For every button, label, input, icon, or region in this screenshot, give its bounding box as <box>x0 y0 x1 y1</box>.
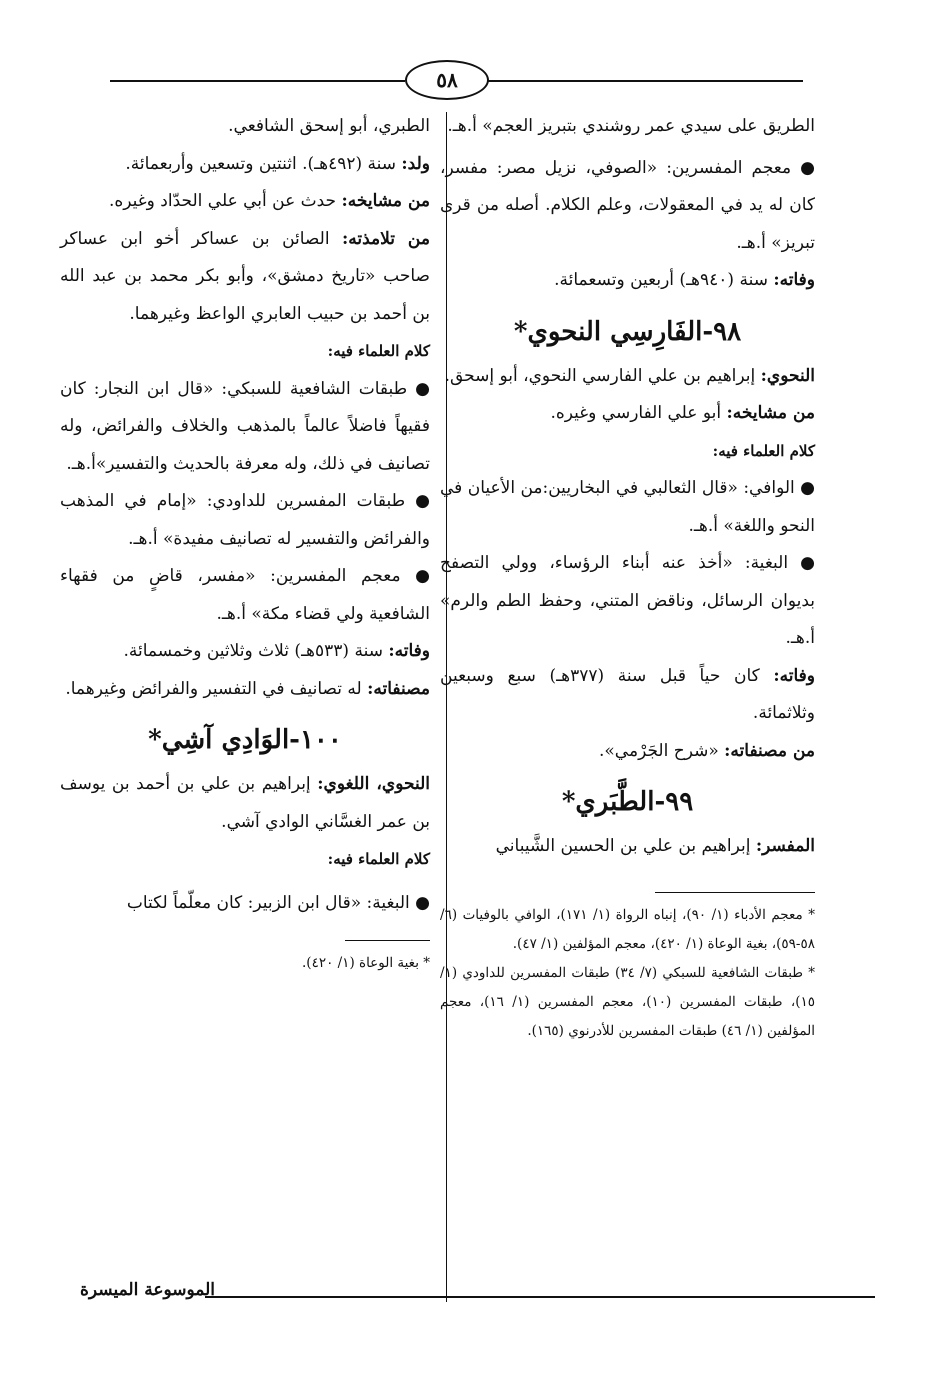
right-column <box>440 108 815 1046</box>
paragraph <box>60 221 430 334</box>
paragraph: الطبري، أبو إسحق الشافعي. <box>228 116 430 136</box>
label: النحوي: <box>760 365 815 386</box>
footer-rule <box>205 1296 875 1298</box>
paragraph: ● معجم المفسرين: «الصوفي، نزيل مصر: مفسر، كان له يد في المعقولات، وعلم الكلام. أصله من قرى تبريز» أ.هـ. <box>440 157 815 253</box>
paragraph: ● طبقات المفسرين للداودي: «إمام في المذهب والفرائض والتفسير له تصانيف مفيدة» أ.هـ. <box>60 491 430 549</box>
paragraph: ● البغية: «قال ابن الزبير: كان معلّماً لكتاب <box>126 892 430 913</box>
paragraph <box>60 633 430 671</box>
text: أبو علي الفارسي وغيره. <box>550 403 727 423</box>
paragraph: ● البغية: «أخذ عنه أبناء الرؤساء، وولي التصفح بديوان الرسائل، وناقض المتني، وحفظ الطم والرم» أ.هـ. <box>440 553 815 648</box>
entry-heading-100: ١٠٠-الوَادِي آشِي* <box>148 725 342 755</box>
entry-heading-98: ٩٨-الفَارِسِي النحوي* <box>513 316 742 347</box>
footnote: * معجم الأدباء (١/ ٩٠)، إنباه الرواة (١/ ١٧١)، الوافي بالوفيات (٦/ ٥٨-٥٩)، بغية الوعاة (١/ ٤٢٠)، معجم المؤلفين (١/ ٤٧). <box>440 906 815 952</box>
footnote-rule <box>345 940 430 941</box>
paragraph <box>440 395 815 433</box>
label: من تلامذته: <box>341 228 430 249</box>
label: وفاته: <box>388 641 430 661</box>
page-number: ٥٨ <box>405 60 489 100</box>
paragraph <box>60 766 430 841</box>
header-rule-left <box>110 80 405 82</box>
left-column <box>60 108 430 978</box>
section-heading: كلام العلماء فيه: <box>327 342 430 360</box>
paragraph: ● معجم المفسرين: «مفسر، قاضٍ من فقهاء الشافعية ولي قضاء مكة» أ.هـ. <box>60 566 430 624</box>
text: إبراهيم بن علي بن أحمد بن يوسف بن عمر الغسَّاني الوادي آشي. <box>60 774 430 832</box>
text: إبراهيم بن علي الفارسي النحوي، أبو إسحق. <box>444 365 761 386</box>
label: المفسر: <box>755 836 815 856</box>
footnote: * طبقات الشافعية للسبكي (٧/ ٣٤) طبقات المفسرين للداودي (١/ ١٥)، طبقات المفسرين (١٠)، معجم المفسرين (١/ ١٦)، معجم المؤلفين (١/ ٤٦) طبقات المفسرين للأدرنوي (١٦٥). <box>440 964 816 1039</box>
paragraph <box>60 183 430 221</box>
section-heading: كلام العلماء فيه: <box>327 850 430 868</box>
section-heading: كلام العلماء فيه: <box>712 441 815 460</box>
paragraph <box>60 671 430 709</box>
text: سنة (٩٤٠هـ) أربعين وتسعمائة. <box>554 270 774 290</box>
text: سنة (٥٣٣هـ) ثلاث وثلاثين وخمسمائة. <box>123 641 389 661</box>
text: إبراهيم بن علي بن الحسين الشَّيباني <box>495 836 756 856</box>
label: مصنفاته: <box>367 678 430 699</box>
text: له تصانيف في التفسير والفرائض وغيرهما. <box>65 678 368 699</box>
text: سنة (٤٩٢هـ). اثنتين وتسعين وأربعمائة. <box>125 153 402 174</box>
paragraph <box>440 733 815 771</box>
label: ولد: <box>401 153 430 174</box>
paragraph: ● الوافي: «قال الثعالبي في البخاريين:من الأعيان في النحو واللغة» أ.هـ. <box>440 478 815 536</box>
paragraph <box>440 658 815 733</box>
paragraph <box>440 262 815 300</box>
paragraph: ● طبقات الشافعية للسبكي: «قال ابن النجار: كان فقيهاً فاضلاً عالماً بالمذهب والخلاف والفرائض، وله تصانيف في ذلك، وله معرفة بالحديث والتفسير»أ.هـ. <box>60 378 430 474</box>
page-header <box>0 58 945 98</box>
label: وفاته: <box>773 665 815 686</box>
footer-title: الموسوعة الميسرة <box>80 1280 216 1300</box>
text: حدث عن أبي علي الحدّاد وغيره. <box>108 191 342 211</box>
label: وفاته: <box>773 270 815 290</box>
label: النحوي، اللغوي: <box>317 774 430 794</box>
entry-heading-99: ٩٩-الطَّبَري* <box>561 787 694 817</box>
label: من مشايخه: <box>341 191 430 211</box>
paragraph <box>440 828 815 866</box>
paragraph: الطريق على سيدي عمر روشندي بتبريز العجم» أ.هـ. <box>447 116 815 136</box>
text: كان حياً قبل سنة (٣٧٧هـ) سبع وسبعين وثلاثمائة. <box>440 665 815 723</box>
footnote: * بغية الوعاة (١/ ٤٢٠). <box>302 955 430 971</box>
paragraph <box>60 146 430 184</box>
paragraph <box>440 358 815 396</box>
header-rule-right <box>488 80 803 82</box>
text: الصائن بن عساكر أخو ابن عساكر صاحب «تاريخ دمشق»، وأبو بكر محمد بن عبد الله بن أحمد بن حبيب العابري الواعظ وغيرهما. <box>60 228 430 324</box>
text: «شرح الجَرْمي». <box>599 740 725 761</box>
label: من مصنفاته: <box>724 740 815 761</box>
label: من مشايخه: <box>726 403 815 423</box>
footnote-rule <box>655 892 815 893</box>
